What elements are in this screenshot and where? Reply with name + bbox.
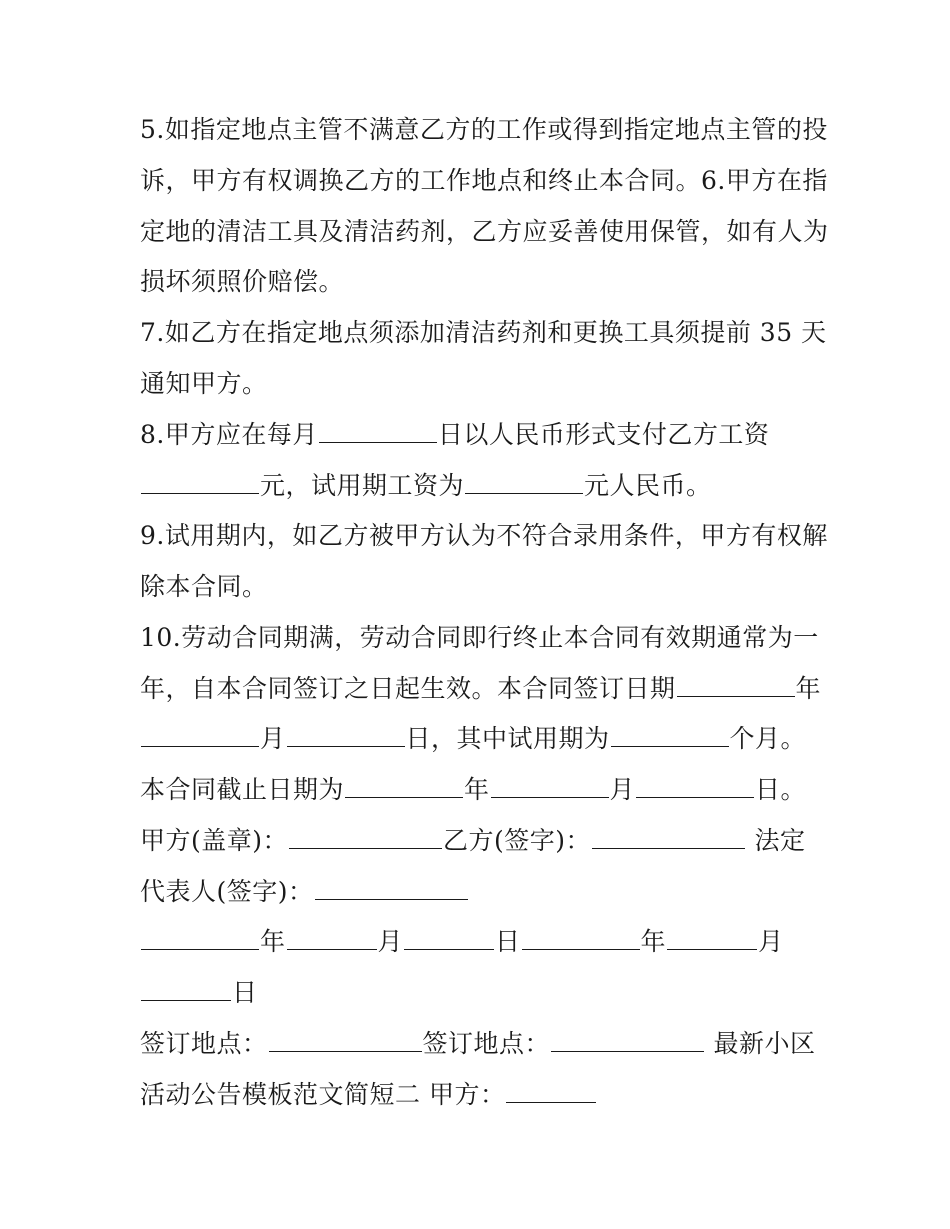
para-9-line-1: 9.试用期内，如乙方被甲方认为不符合录用条件，甲方有权解: [140, 521, 828, 550]
signature-line-1: [140, 824, 830, 858]
party-b-sign-blank[interactable]: [592, 824, 745, 849]
day-label: 日: [495, 927, 521, 956]
trial-months-blank[interactable]: [611, 722, 729, 747]
para-8-text-b: 日以人民币形式支付乙方工资: [437, 420, 770, 449]
last-line: [140, 1078, 830, 1112]
date-a-day-blank[interactable]: [404, 925, 494, 950]
para-10-text-c: 日，其中试用期为: [405, 724, 610, 753]
sign-month-blank[interactable]: [141, 722, 259, 747]
para-10-text-d: 个月。: [729, 724, 807, 753]
place-line: [140, 1027, 830, 1061]
day-label: 日: [232, 978, 258, 1007]
para-10-line-1: 10.劳动合同期满，劳动合同即行终止本合同有效期通常为一: [140, 623, 819, 652]
month-label: 月: [377, 927, 404, 956]
legal-label: 法定: [746, 826, 806, 855]
party-a-seal-label: 甲方(盖章)：: [140, 826, 289, 855]
pay-day-blank[interactable]: [319, 418, 437, 443]
year-label: 年: [795, 674, 822, 703]
representative-blank[interactable]: [315, 875, 468, 900]
party-b-sign-label: 乙方(签字)：: [443, 826, 592, 855]
place-a-blank[interactable]: [269, 1027, 422, 1052]
date-b-day-blank[interactable]: [141, 976, 231, 1001]
last-line-text: 活动公告模板范文简短二 甲方：: [140, 1080, 506, 1109]
para-7-line-2: 通知甲方。: [140, 369, 268, 398]
para-8-line-2: [140, 469, 830, 503]
para-10-text-a: 年，自本合同签订之日起生效。本合同签订日期: [140, 674, 676, 703]
para-8-line-1: [140, 418, 830, 452]
sign-day-blank[interactable]: [287, 722, 405, 747]
month-label: 月: [260, 724, 286, 753]
para-5-line-1: 5.如指定地点主管不满意乙方的工作或得到指定地点主管的投: [140, 115, 828, 144]
month-label: 月: [609, 775, 636, 804]
place-tail-text: 最新小区: [705, 1029, 816, 1058]
date-line-1: [140, 925, 830, 959]
para-9-line-2: 除本合同。: [140, 572, 268, 601]
date-a-month-blank[interactable]: [287, 925, 377, 950]
para-10-line-3: [140, 722, 830, 756]
year-label: 年: [640, 927, 667, 956]
para-5-line-2: 诉，甲方有权调换乙方的工作地点和终止本合同。6.甲方在指: [140, 166, 828, 195]
para-8-text-d: 元人民币。: [584, 471, 712, 500]
sign-year-blank[interactable]: [677, 672, 795, 697]
para-8-text-a: 8.甲方应在每月: [140, 420, 318, 449]
place-b-blank[interactable]: [551, 1027, 704, 1052]
end-year-blank[interactable]: [345, 773, 463, 798]
representative-label: 代表人(签字)：: [140, 877, 314, 906]
party-a-name-blank[interactable]: [506, 1078, 596, 1103]
para-10-line-2: [140, 672, 830, 706]
para-5-line-3: 定地的清洁工具及清洁药剂，乙方应妥善使用保管，如有人为: [140, 217, 829, 246]
end-month-blank[interactable]: [491, 773, 609, 798]
para-10-line-4: [140, 773, 830, 807]
month-label: 月: [758, 927, 784, 956]
place-label-b: 签订地点：: [422, 1029, 551, 1058]
date-line-2: [140, 976, 830, 1010]
year-label: 年: [260, 927, 286, 956]
signature-line-2: [140, 875, 830, 909]
place-label-a: 签订地点：: [140, 1029, 268, 1058]
date-a-year-blank[interactable]: [141, 925, 259, 950]
para-7-line-1: 7.如乙方在指定地点须添加清洁药剂和更换工具须提前 35 天: [140, 318, 827, 347]
party-a-seal-blank[interactable]: [289, 824, 442, 849]
date-b-year-blank[interactable]: [522, 925, 640, 950]
para-5-line-4: 损坏须照价赔偿。: [140, 267, 345, 296]
para-10-text-e: 本合同截止日期为: [140, 775, 345, 804]
salary-blank[interactable]: [141, 469, 259, 494]
para-8-text-c: 元，试用期工资为: [260, 471, 465, 500]
trial-salary-blank[interactable]: [465, 469, 583, 494]
day-end-label: 日。: [755, 775, 807, 804]
end-day-blank[interactable]: [636, 773, 754, 798]
date-b-month-blank[interactable]: [667, 925, 757, 950]
year-label: 年: [464, 775, 490, 804]
